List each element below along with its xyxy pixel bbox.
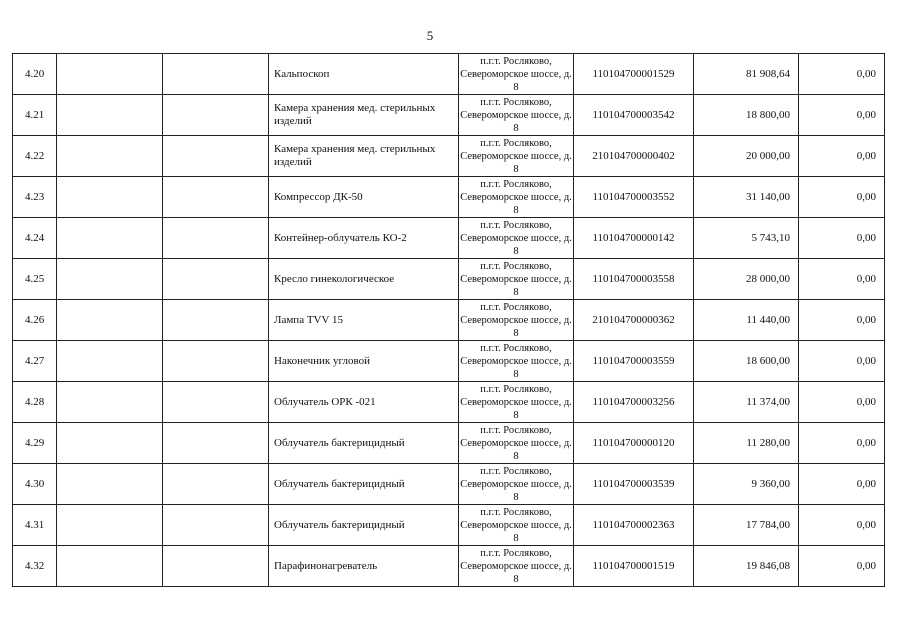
- empty-cell: [163, 54, 269, 95]
- item-name-cell: Контейнер-облучатель КО-2: [269, 218, 459, 259]
- empty-cell: [57, 54, 163, 95]
- empty-cell: [163, 300, 269, 341]
- residual-value-cell: 0,00: [799, 423, 885, 464]
- row-number-cell: 4.20: [13, 54, 57, 95]
- empty-cell: [163, 423, 269, 464]
- residual-value-cell: 0,00: [799, 54, 885, 95]
- inventory-number-cell: 210104700000402: [574, 136, 694, 177]
- table-row: [13, 341, 885, 382]
- row-number-cell: 4.25: [13, 259, 57, 300]
- table-row: [13, 464, 885, 505]
- row-number-cell: 4.26: [13, 300, 57, 341]
- cost-cell: 17 784,00: [694, 505, 799, 546]
- row-number-cell: 4.31: [13, 505, 57, 546]
- cost-cell: 11 440,00: [694, 300, 799, 341]
- residual-value-cell: 0,00: [799, 218, 885, 259]
- address-cell: п.г.т. Росляково, Североморское шоссе, д. 8: [460, 465, 572, 503]
- address-cell: п.г.т. Росляково, Североморское шоссе, д. 8: [460, 96, 572, 134]
- table-row: [13, 218, 885, 259]
- address-cell: п.г.т. Росляково, Североморское шоссе, д. 8: [460, 55, 572, 93]
- item-name-cell: Камера хранения мед. стерильных изделий: [269, 95, 459, 136]
- empty-cell: [57, 95, 163, 136]
- cost-cell: 20 000,00: [694, 136, 799, 177]
- empty-cell: [57, 136, 163, 177]
- address-cell: п.г.т. Росляково, Североморское шоссе, д. 8: [460, 137, 572, 175]
- residual-value-cell: 0,00: [799, 546, 885, 587]
- row-number-cell: 4.21: [13, 95, 57, 136]
- inventory-number-cell: 110104700001529: [574, 54, 694, 95]
- item-name-cell: Наконечник угловой: [269, 341, 459, 382]
- table-row: [13, 546, 885, 587]
- empty-cell: [57, 382, 163, 423]
- table-row: [13, 95, 885, 136]
- empty-cell: [57, 177, 163, 218]
- residual-value-cell: 0,00: [799, 177, 885, 218]
- table-row: [13, 300, 885, 341]
- cost-cell: 28 000,00: [694, 259, 799, 300]
- table-row: [13, 259, 885, 300]
- empty-cell: [57, 423, 163, 464]
- inventory-number-cell: 110104700003559: [574, 341, 694, 382]
- inventory-number-cell: 110104700003256: [574, 382, 694, 423]
- item-name-cell: Парафинонагреватель: [269, 546, 459, 587]
- cost-cell: 81 908,64: [694, 54, 799, 95]
- item-name-cell: Облучатель бактерицидный: [269, 505, 459, 546]
- empty-cell: [57, 546, 163, 587]
- item-name-cell: Компрессор ДК-50: [269, 177, 459, 218]
- empty-cell: [163, 95, 269, 136]
- cost-cell: 18 800,00: [694, 95, 799, 136]
- empty-cell: [163, 177, 269, 218]
- item-name-cell: Лампа TVV 15: [269, 300, 459, 341]
- row-number-cell: 4.29: [13, 423, 57, 464]
- cost-cell: 11 374,00: [694, 382, 799, 423]
- residual-value-cell: 0,00: [799, 259, 885, 300]
- table-row: [13, 54, 885, 95]
- residual-value-cell: 0,00: [799, 341, 885, 382]
- item-name-cell: Облучатель бактерицидный: [269, 464, 459, 505]
- row-number-cell: 4.30: [13, 464, 57, 505]
- cost-cell: 19 846,08: [694, 546, 799, 587]
- residual-value-cell: 0,00: [799, 464, 885, 505]
- cost-cell: 5 743,10: [694, 218, 799, 259]
- empty-cell: [57, 341, 163, 382]
- address-cell: п.г.т. Росляково, Североморское шоссе, д. 8: [460, 383, 572, 421]
- inventory-number-cell: 110104700003552: [574, 177, 694, 218]
- residual-value-cell: 0,00: [799, 300, 885, 341]
- address-cell: п.г.т. Росляково, Североморское шоссе, д. 8: [460, 219, 572, 257]
- table-row: [13, 423, 885, 464]
- page-number: 5: [426, 28, 434, 43]
- empty-cell: [163, 259, 269, 300]
- item-name-cell: Облучатель бактерицидный: [269, 423, 459, 464]
- row-number-cell: 4.27: [13, 341, 57, 382]
- address-cell: п.г.т. Росляково, Североморское шоссе, д. 8: [460, 547, 572, 585]
- address-cell: п.г.т. Росляково, Североморское шоссе, д. 8: [460, 506, 572, 544]
- item-name-cell: Кальпоскоп: [269, 54, 459, 95]
- row-number-cell: 4.23: [13, 177, 57, 218]
- row-number-cell: 4.24: [13, 218, 57, 259]
- table-row: [13, 136, 885, 177]
- inventory-number-cell: 110104700003539: [574, 464, 694, 505]
- address-cell: п.г.т. Росляково, Североморское шоссе, д. 8: [460, 342, 572, 380]
- table-row: [13, 505, 885, 546]
- property-table: [12, 53, 885, 587]
- empty-cell: [163, 382, 269, 423]
- table-body: [13, 54, 885, 587]
- empty-cell: [163, 341, 269, 382]
- empty-cell: [163, 218, 269, 259]
- item-name-cell: Камера хранения мед. стерильных изделий: [269, 136, 459, 177]
- empty-cell: [57, 218, 163, 259]
- row-number-cell: 4.22: [13, 136, 57, 177]
- inventory-number-cell: 110104700001519: [574, 546, 694, 587]
- inventory-number-cell: 210104700000362: [574, 300, 694, 341]
- table-row: [13, 177, 885, 218]
- item-name-cell: Облучатель ОРК -021: [269, 382, 459, 423]
- cost-cell: 18 600,00: [694, 341, 799, 382]
- residual-value-cell: 0,00: [799, 505, 885, 546]
- address-cell: п.г.т. Росляково, Североморское шоссе, д. 8: [460, 301, 572, 339]
- address-cell: п.г.т. Росляково, Североморское шоссе, д. 8: [460, 424, 572, 462]
- empty-cell: [163, 136, 269, 177]
- address-cell: п.г.т. Росляково, Североморское шоссе, д. 8: [460, 260, 572, 298]
- residual-value-cell: 0,00: [799, 382, 885, 423]
- cost-cell: 9 360,00: [694, 464, 799, 505]
- residual-value-cell: 0,00: [799, 136, 885, 177]
- empty-cell: [163, 546, 269, 587]
- row-number-cell: 4.32: [13, 546, 57, 587]
- item-name-cell: Кресло гинекологическое: [269, 259, 459, 300]
- inventory-number-cell: 110104700000142: [574, 218, 694, 259]
- empty-cell: [57, 300, 163, 341]
- inventory-number-cell: 110104700003558: [574, 259, 694, 300]
- cost-cell: 11 280,00: [694, 423, 799, 464]
- inventory-number-cell: 110104700003542: [574, 95, 694, 136]
- row-number-cell: 4.28: [13, 382, 57, 423]
- empty-cell: [57, 259, 163, 300]
- inventory-number-cell: 110104700000120: [574, 423, 694, 464]
- cost-cell: 31 140,00: [694, 177, 799, 218]
- empty-cell: [163, 464, 269, 505]
- empty-cell: [57, 505, 163, 546]
- residual-value-cell: 0,00: [799, 95, 885, 136]
- empty-cell: [163, 505, 269, 546]
- table-row: [13, 382, 885, 423]
- inventory-number-cell: 110104700002363: [574, 505, 694, 546]
- address-cell: п.г.т. Росляково, Североморское шоссе, д. 8: [460, 178, 572, 216]
- empty-cell: [57, 464, 163, 505]
